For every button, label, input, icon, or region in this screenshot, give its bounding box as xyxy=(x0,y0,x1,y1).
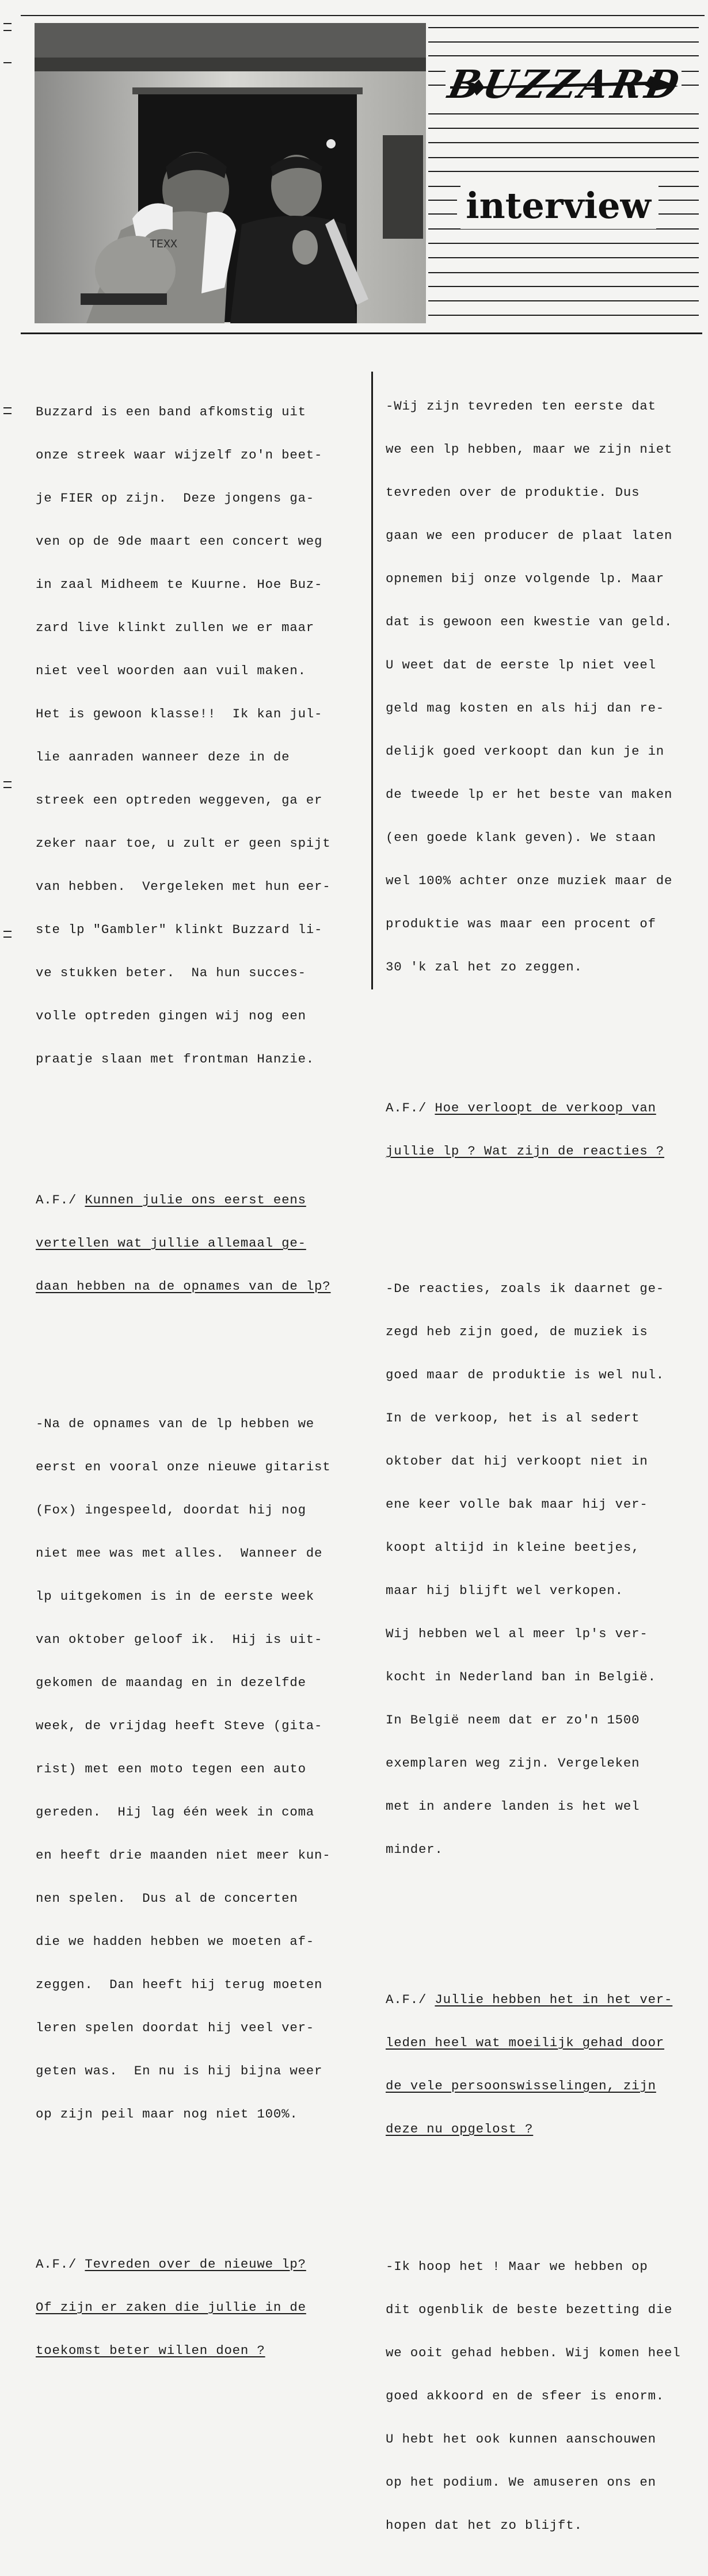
text-line: ve stukken beter. Na hun succes- xyxy=(36,965,306,980)
question-prefix: A.F./ xyxy=(36,2257,85,2272)
text-line: In de verkoop, het is al sedert xyxy=(386,1411,640,1425)
text-line: U hebt het ook kunnen aanschouwen xyxy=(386,2432,656,2447)
column-divider xyxy=(371,372,373,989)
text-line: zeggen. Dan heeft hij terug moeten xyxy=(36,1977,323,1992)
text-line: -Wij zijn tevreden ten eerste dat xyxy=(386,399,656,414)
right-column xyxy=(386,342,696,2576)
text-line: volle optreden gingen wij nog een xyxy=(36,1008,306,1023)
question-line: daan hebben na de opnames van de lp? xyxy=(36,1279,331,1294)
text-line: goed akkoord en de sfeer is enorm. xyxy=(386,2388,665,2403)
margin-mark xyxy=(3,30,12,31)
text-line: praatje slaan met frontman Hanzie. xyxy=(36,1052,315,1067)
margin-mark xyxy=(3,787,12,788)
text-line: minder. xyxy=(386,1842,443,1857)
question-1 xyxy=(36,1164,358,1323)
question-3 xyxy=(386,1072,696,1187)
buzzard-logo xyxy=(444,59,687,112)
text-line: geten was. En nu is hij bijna weer xyxy=(36,2063,323,2078)
question-line: Tevreden over de nieuwe lp? xyxy=(85,2257,306,2272)
text-line: zard live klinkt zullen we er maar xyxy=(36,620,315,635)
text-line: In België neem dat er zo'n 1500 xyxy=(386,1713,640,1727)
text-line: met in andere landen is het wel xyxy=(386,1799,640,1814)
text-line: koopt altijd in kleine beetjes, xyxy=(386,1540,640,1555)
text-line: geld mag kosten en als hij dan re- xyxy=(386,701,665,716)
text-line: op het podium. We amuseren ons en xyxy=(386,2475,656,2490)
shirt-text: TEXX xyxy=(150,238,178,251)
text-line: wel 100% achter onze muziek maar de xyxy=(386,873,673,888)
text-line: hopen dat het zo blijft. xyxy=(386,2518,583,2533)
left-column xyxy=(36,347,358,2401)
text-line: -Na de opnames van de lp hebben we xyxy=(36,1416,315,1431)
text-line: zegd heb zijn goed, de muziek is xyxy=(386,1324,648,1339)
text-line: ste lp "Gambler" klinkt Buzzard li- xyxy=(36,922,323,937)
question-line: leden heel wat moeilijk gehad door xyxy=(386,2035,665,2050)
text-line: de tweede lp er het beste van maken xyxy=(386,787,673,802)
text-line: dat is gewoon een kwestie van geld. xyxy=(386,614,673,629)
margin-mark xyxy=(3,62,12,63)
text-line: niet mee was met alles. Wanneer de xyxy=(36,1546,323,1561)
question-prefix: A.F./ xyxy=(386,1100,435,1115)
text-line: (Fox) ingespeeld, doordat hij nog xyxy=(36,1503,306,1518)
page-title: interview xyxy=(460,183,656,229)
question-prefix: A.F./ xyxy=(386,1992,435,2007)
text-line: goed maar de produktie is wel nul. xyxy=(386,1367,665,1382)
text-line: lp uitgekomen is in de eerste week xyxy=(36,1589,315,1604)
section-rule xyxy=(21,332,702,334)
text-line: we ooit gehad hebben. Wij komen heel xyxy=(386,2345,681,2360)
text-line: (een goede klank geven). We staan xyxy=(386,830,656,845)
answer-4 xyxy=(386,2231,696,2562)
margin-mark xyxy=(3,23,12,24)
text-line: dit ogenblik de beste bezetting die xyxy=(386,2302,673,2317)
text-line: eerst en vooral onze nieuwe gitarist xyxy=(36,1459,331,1474)
question-line: Jullie hebben het in het ver- xyxy=(435,1992,673,2007)
text-line: in zaal Midheem te Kuurne. Hoe Buz- xyxy=(36,577,323,592)
text-line: van oktober geloof ik. Hij is uit- xyxy=(36,1632,323,1647)
text-line: Buzzard is een band afkomstig uit xyxy=(36,404,306,419)
question-line: jullie lp ? Wat zijn de reacties ? xyxy=(386,1144,665,1159)
margin-mark xyxy=(3,781,12,782)
text-line: opnemen bij onze volgende lp. Maar xyxy=(386,571,665,586)
text-line: Wij hebben wel al meer lp's ver- xyxy=(386,1626,648,1641)
text-line: van hebben. Vergeleken met hun eer- xyxy=(36,879,331,894)
text-line: U weet dat de eerste lp niet veel xyxy=(386,658,656,672)
text-line: leren spelen doordat hij veel ver- xyxy=(36,2020,315,2035)
question-line: vertellen wat jullie allemaal ge- xyxy=(36,1236,306,1251)
text-line: maar hij blijft wel verkopen. xyxy=(386,1583,623,1598)
text-line: -Ik hoop het ! Maar we hebben op xyxy=(386,2259,648,2274)
text-line: exemplaren weg zijn. Vergeleken xyxy=(386,1756,640,1771)
question-line: Kunnen julie ons eerst eens xyxy=(85,1193,306,1207)
answer-1 xyxy=(36,1388,358,2150)
text-line: ene keer volle bak maar hij ver- xyxy=(386,1497,648,1512)
text-line: die we hadden hebben we moeten af- xyxy=(36,1934,315,1949)
text-line: streek een optreden weggeven, ga er xyxy=(36,793,323,808)
text-line: rist) met een moto tegen een auto xyxy=(36,1761,306,1776)
text-line: gekomen de maandag en in dezelfde xyxy=(36,1675,306,1690)
text-line: gereden. Hij lag één week in coma xyxy=(36,1805,315,1820)
text-line: produktie was maar een procent of xyxy=(386,916,656,931)
margin-mark xyxy=(3,407,12,408)
question-4 xyxy=(386,1964,696,2165)
band-photo xyxy=(35,23,426,323)
text-line: 30 'k zal het zo zeggen. xyxy=(386,960,583,974)
margin-mark xyxy=(3,931,12,932)
text-line: kocht in Nederland ban in België. xyxy=(386,1669,656,1684)
question-line: Hoe verloopt de verkoop van xyxy=(435,1100,656,1115)
answer-2 xyxy=(386,370,696,1003)
text-line: oktober dat hij verkoopt niet in xyxy=(386,1454,648,1469)
intro-paragraph xyxy=(36,376,358,1095)
text-line: tevreden over de produktie. Dus xyxy=(386,485,640,500)
text-line: zeker naar toe, u zult er geen spijt xyxy=(36,836,331,851)
margin-mark xyxy=(3,937,12,938)
text-line: week, de vrijdag heeft Steve (gita- xyxy=(36,1718,323,1733)
text-line: -De reacties, zoals ik daarnet ge- xyxy=(386,1281,665,1296)
text-line: je FIER op zijn. Deze jongens ga- xyxy=(36,491,315,506)
text-line: en heeft drie maanden niet meer kun- xyxy=(36,1848,331,1863)
text-line: delijk goed verkoopt dan kun je in xyxy=(386,744,665,759)
question-line: Of zijn er zaken die jullie in de xyxy=(36,2300,306,2315)
question-2 xyxy=(36,2229,358,2387)
answer-3 xyxy=(386,1253,696,1886)
question-line: deze nu opgelost ? xyxy=(386,2122,534,2137)
text-line: onze streek waar wijzelf zo'n beet- xyxy=(36,448,323,463)
logo-text: BUZZARD xyxy=(444,62,687,108)
question-line: toekomst beter willen doen ? xyxy=(36,2343,265,2358)
text-line: Het is gewoon klasse!! Ik kan jul- xyxy=(36,706,323,721)
text-line: niet veel woorden aan vuil maken. xyxy=(36,663,306,678)
text-line: gaan we een producer de plaat laten xyxy=(386,528,673,543)
text-line: lie aanraden wanneer deze in de xyxy=(36,750,290,765)
margin-mark xyxy=(3,413,12,414)
text-line: ven op de 9de maart een concert weg xyxy=(36,534,323,549)
question-prefix: A.F./ xyxy=(36,1193,85,1207)
text-line: nen spelen. Dus al de concerten xyxy=(36,1891,298,1906)
question-line: de vele persoonswisselingen, zijn xyxy=(386,2078,656,2093)
text-line: op zijn peil maar nog niet 100%. xyxy=(36,2107,298,2122)
text-line: we een lp hebben, maar we zijn niet xyxy=(386,442,673,457)
